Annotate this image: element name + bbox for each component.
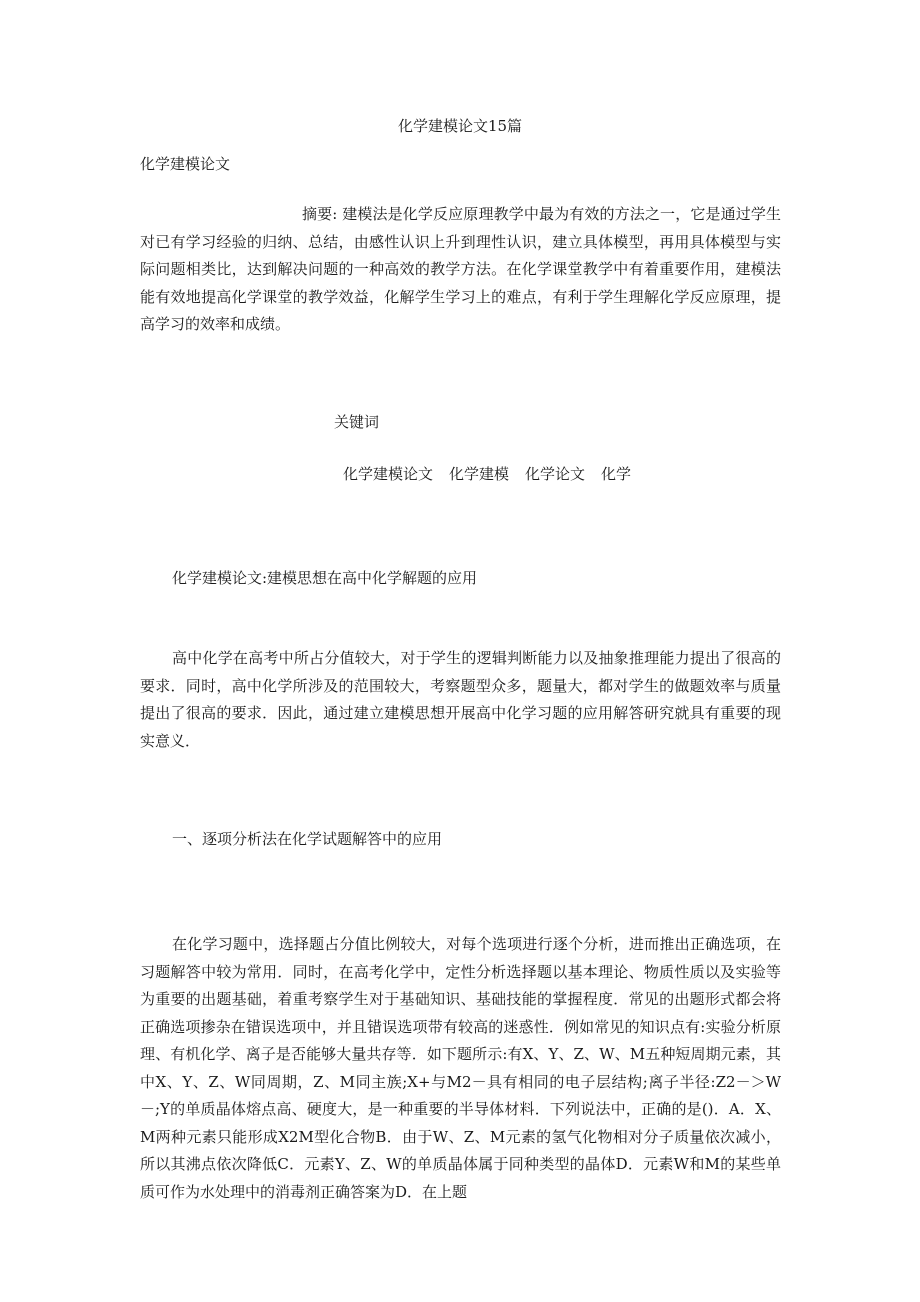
keywords-label: 关键词 — [334, 413, 380, 431]
document-subtitle: 化学建模论文 — [140, 155, 231, 173]
document-title: 化学建模论文15篇 — [397, 117, 523, 135]
keyword-item: 化学论文 — [525, 465, 586, 483]
keyword-item: 化学建模 — [449, 465, 510, 483]
abstract-paragraph: 摘要: 建模法是化学反应原理教学中最为有效的方法之一，它是通过学生对已有学习经验的归纳、总结，由感性认识上升到理性认识，建立具体模型，再用具体模型与实际问题相类比，达到解决问题的一种高效的教学方法。在化学课堂教学中有着重要作用，建模法能有效地提高化学课堂的教学效益，化解学生学习上的难点，有利于学生理解化学反应原理，提高学习的效率和成绩。 — [140, 205, 781, 333]
keywords-list — [343, 462, 631, 486]
section-heading-2: 一、逐项分析法在化学试题解答中的应用 — [172, 830, 443, 848]
body-paragraph-1: 高中化学在高考中所占分值较大，对于学生的逻辑判断能力以及抽象推理能力提出了很高的要求．同时，高中化学所涉及的范围较大，考察题型众多，题量大，都对学生的做题效率与质量提出了很高的要求．因此，通过建立建模思想开展高中化学习题的应用解答研究就具有重要的现实意义． — [140, 649, 781, 750]
keyword-item: 化学建模论文 — [343, 465, 434, 483]
keyword-item: 化学 — [601, 465, 632, 483]
section-heading-1: 化学建模论文:建模思想在高中化学解题的应用 — [172, 569, 478, 587]
body-paragraph-2: 在化学习题中，选择题占分值比例较大，对每个选项进行逐个分析，进而推出正确选项，在习题解答中较为常用．同时，在高考化学中，定性分析选择题以基本理论、物质性质以及实验等为重要的出题基础，着重考察学生对于基础知识、基础技能的掌握程度．常见的出题形式都会将正确选项掺杂在错误选项中，并且错误选项带有较高的迷惑性．例如常见的知识点有:实验分析原理、有机化学、离子是否能够大量共存等．如下题所示:有X、Y、Z、W、M五种短周期元素，其中X、Y、Z、W同周期，Z、M同主族;X+与M2－具有相同的电子层结构;离子半径:Z2－＞W－;Y的单质晶体熔点高、硬度大，是一种重要的半导体材料．下列说法中，正确的是()．A．X、M两种元素只能形成X2M型化合物B．由于W、Z、M元素的氢气化物相对分子质量依次减小，所以其沸点依次降低C．元素Y、Z、W的单质晶体属于同种类型的晶体D．元素W和M的某些单质可作为水处理中的消毒剂正确答案为D．在上题 — [140, 935, 781, 1201]
